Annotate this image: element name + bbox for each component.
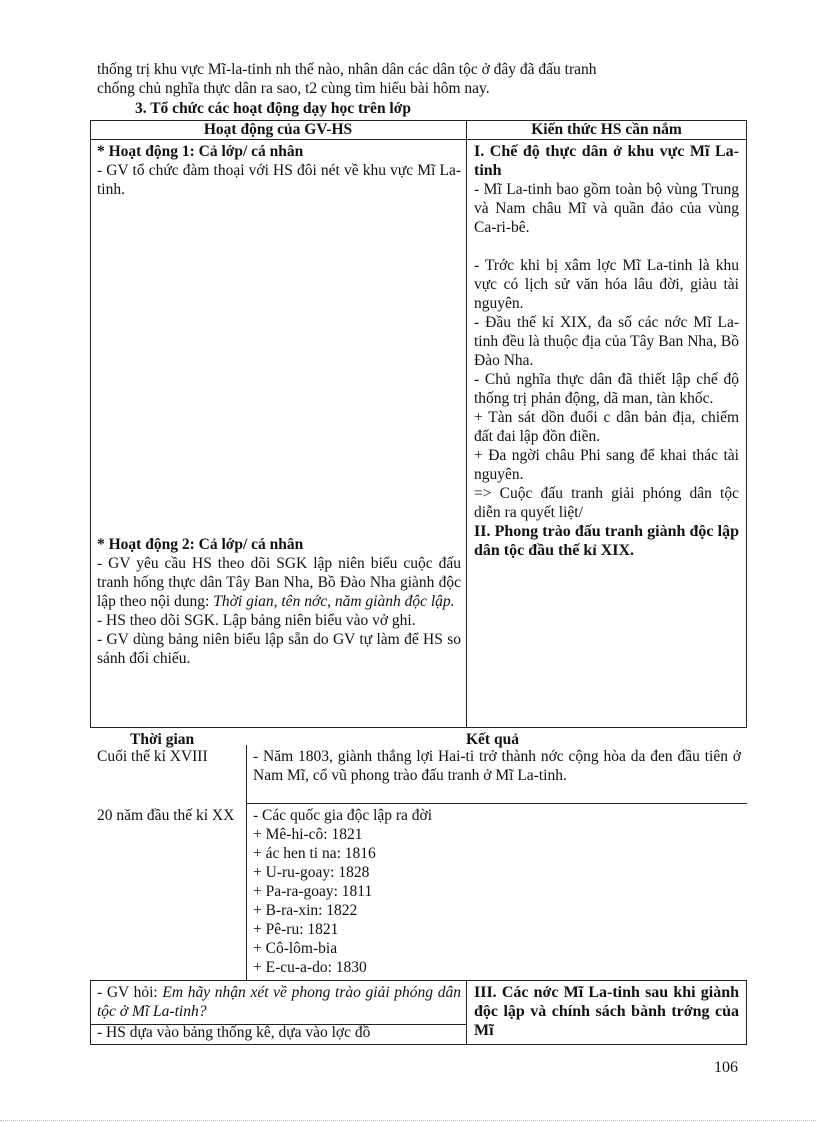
knowledge-p2: - Trớc khi bị xâm lợc Mĩ La-tinh là khu vực có lịch sử văn hóa lâu đời, giàu tài nguyên. <box>474 257 739 312</box>
activity-2-text-1 <box>97 554 461 611</box>
knowledge-p7: => Cuộc đấu tranh giải phóng dân tộc diễn ra quyết liệt/ <box>474 485 739 521</box>
activity-2-text-2: - HS theo dõi SGK. Lập bảng niên biểu vào vở ghi. <box>97 612 416 629</box>
country-item: + Mê-hi-cô: 1821 <box>253 826 363 843</box>
activity-2-text-3: - GV dùng bảng niên biểu lập sẵn do GV tự làm để HS so sánh đối chiếu. <box>97 631 461 667</box>
knowledge-p1: - Mĩ La-tinh bao gồm toàn bộ vùng Trung và Nam châu Mĩ và quần đảo của vùng Ca-ri-bê. <box>474 181 739 236</box>
col-result-header: Kết quả <box>466 731 519 748</box>
row2-time: 20 năm đầu thế kỉ XX <box>97 807 235 824</box>
gv-question-italic: Em hãy nhận xét về phong trào giải phóng dân tộc ở Mĩ La-tinh? <box>97 984 461 1020</box>
activity-2 <box>97 535 461 668</box>
chronology-divider-vertical <box>246 745 247 980</box>
hs-response: - HS dựa vào bảng thống kê, dựa vào lợc đồ <box>97 1024 371 1041</box>
country-item: + Pa-ra-goay: 1811 <box>253 883 373 900</box>
table3-divider-vertical <box>466 980 467 1045</box>
activity-2-text-1-italic: Thời gian, tên nớc, năm giành độc lập. <box>213 593 455 610</box>
table-divider-vertical <box>466 120 467 728</box>
page-bottom-rule <box>0 1120 816 1121</box>
activity-2-title: * Hoạt động 2: Cả lớp/ cá nhân <box>97 536 304 553</box>
row-divider <box>246 803 747 804</box>
country-item: + B-ra-xin: 1822 <box>253 902 358 919</box>
country-item: + ác hen ti na: 1816 <box>253 845 376 862</box>
intro-line-2: chống chủ nghĩa thực dân ra sao, t2 cùng tìm hiểu bài hôm nay. <box>97 80 490 97</box>
knowledge-p4: - Chủ nghĩa thực dân đã thiết lập chế độ thống trị phản động, dã man, tàn khốc. <box>474 371 739 407</box>
spacer <box>474 237 739 256</box>
country-item: + U-ru-goay: 1828 <box>253 864 370 881</box>
section-III-title: III. Các nớc Mĩ La-tinh sau khi giành độc lập và chính sách bành trớng của Mĩ <box>474 984 739 1039</box>
knowledge-p3: - Đầu thế kỉ XIX, đa số các nớc Mĩ La-tinh đều là thuộc địa của Tây Ban Nha, Bồ Đào Nha. <box>474 314 739 369</box>
intro-paragraph <box>97 60 742 98</box>
section-3-heading: 3. Tổ chức các hoạt động dạy học trên lớp <box>135 100 411 117</box>
question-block <box>97 983 461 1042</box>
intro-line-1: thống trị khu vực Mĩ-la-tinh nh thế nào, nhân dân các dân tộc ở đây đã đấu tranh <box>97 61 597 78</box>
section-II-title: II. Phong trào đấu tranh giành độc lập dân tộc đầu thế kỉ XIX. <box>474 523 739 559</box>
table-header-divider <box>90 139 747 140</box>
header-activities: Hoạt động của GV-HS <box>203 121 353 138</box>
knowledge-column <box>474 142 739 560</box>
activity-1-title: * Hoạt động 1: Cả lớp/ cá nhân <box>97 143 304 160</box>
page-number: 106 <box>714 1059 738 1076</box>
country-item: + Cô-lôm-bia <box>253 940 338 957</box>
header-knowledge: Kiến thức HS cần nắm <box>531 121 682 138</box>
country-item: + Pê-ru: 1821 <box>253 921 339 938</box>
activity-1 <box>97 142 461 199</box>
row2-result <box>253 806 741 977</box>
row2-intro: - Các quốc gia độc lập ra đời <box>253 807 433 824</box>
section-I-title: I. Chế độ thực dân ở khu vực Mĩ La-tinh <box>474 143 739 179</box>
row1-time: Cuối thế kỉ XVIII <box>97 748 208 765</box>
gv-question-prefix: - GV hỏi: <box>97 984 163 1001</box>
row1-result: - Năm 1803, giành thắng lợi Hai-ti trở thành nớc cộng hòa da đen đầu tiên ở Nam Mĩ, cổ vũ phong trào đấu tranh ở Mĩ La-tinh. <box>253 748 741 784</box>
gv-question <box>97 983 461 1021</box>
activity-1-text: - GV tổ chức đàm thoại với HS đôi nét về khu vực Mĩ La-tinh. <box>97 162 461 198</box>
knowledge-p5: + Tàn sát dồn đuổi c dân bản địa, chiếm đất đai lập đồn điền. <box>474 409 739 445</box>
activity-2-text-1-main: - GV yêu cầu HS theo dõi SGK lập niên biểu cuộc đấu tranh hống thực dân Tây Ban Nha, Bồ Đào Nha giành độc lập theo nội dung: <box>97 555 461 610</box>
col-time-header: Thời gian <box>130 731 195 748</box>
knowledge-p6: + Đa ngời châu Phi sang để khai thác tài nguyên. <box>474 447 739 483</box>
country-item: + E-cu-a-do: 1830 <box>253 959 367 976</box>
